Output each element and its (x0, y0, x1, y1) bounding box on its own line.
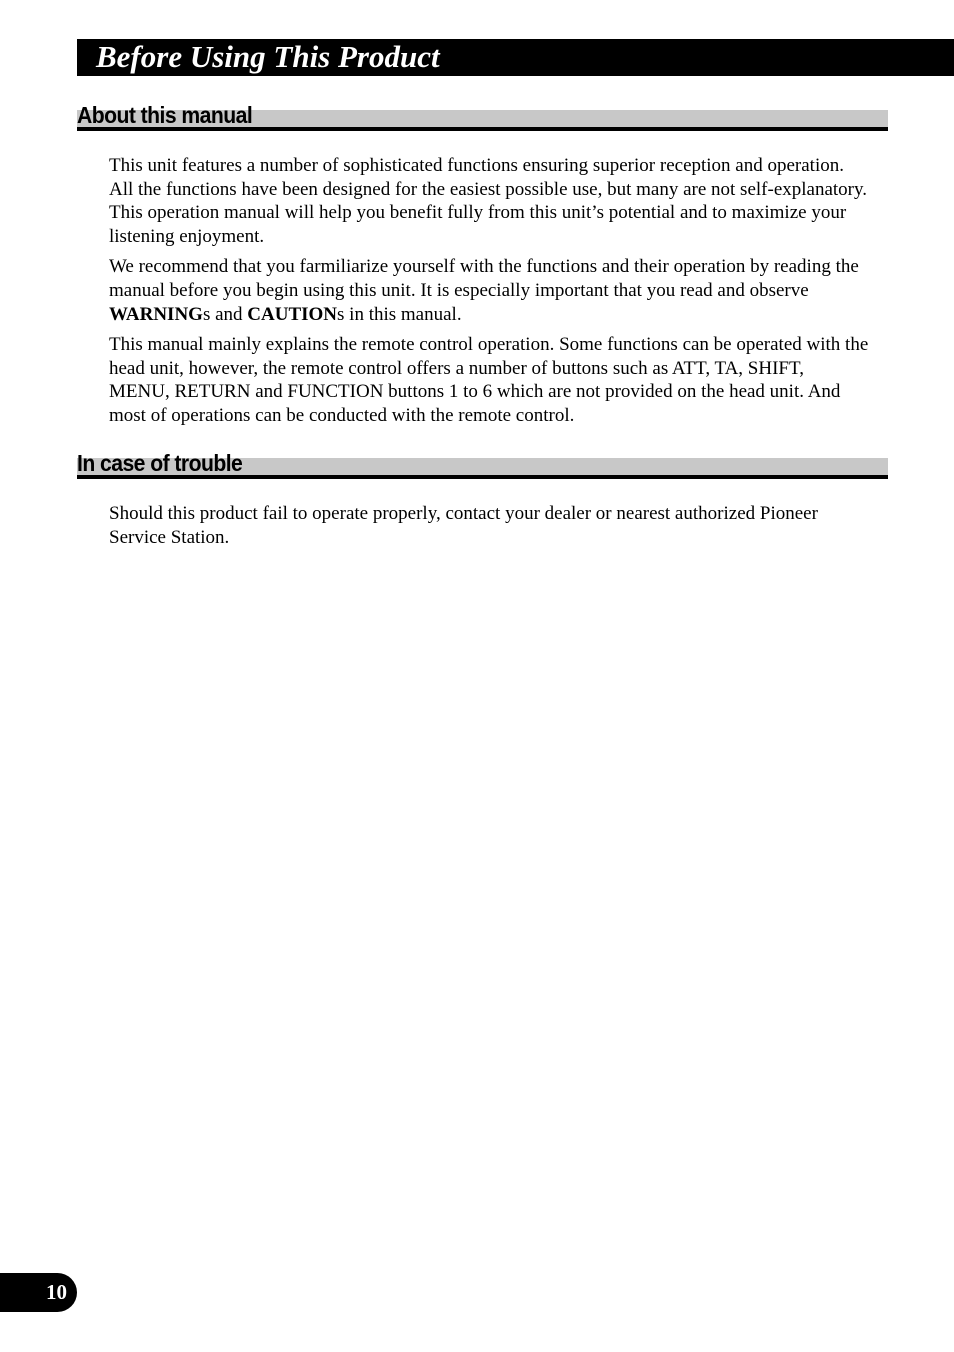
section-heading-in-case-of-trouble (77, 450, 888, 480)
page-number: 10 (46, 1280, 67, 1304)
paragraph: This unit features a number of sophisticated functions ensuring superior reception and operation. All the functions have been designed for the easiest possible use, but many are not self-explanatory. This operation manual will help you benefit fully from this unit’s potential and to maximize your listening enjoyment. (109, 155, 868, 247)
section-body-about-this-manual (109, 154, 869, 435)
warning-term: WARNING (109, 303, 203, 325)
section-title: In case of trouble (77, 450, 243, 476)
text-span: We recommend that you farmiliarize yourself with the functions and their operation by reading the manual before you begin using this unit. It is especially important that you read and observe (109, 256, 859, 301)
page-title: Before Using This Product (96, 39, 440, 74)
text-span: s and (202, 303, 248, 325)
paragraph: Should this product fail to operate properly, contact your dealer or nearest authorized Pioneer Service Station. (109, 503, 818, 548)
page-header-banner (77, 39, 954, 76)
text-span: s in this manual. (337, 303, 462, 325)
section-body-in-case-of-trouble (109, 502, 869, 556)
section-heading-about-this-manual (77, 102, 888, 132)
caution-term: CAUTION (247, 303, 338, 325)
page-number-tab (0, 1273, 77, 1312)
paragraph-warning-caution (109, 255, 869, 326)
paragraph: This manual mainly explains the remote control operation. Some functions can be operated with the head unit, however, the remote control offers a number of buttons such as ATT, TA, SHIFT, MENU, RETURN and FUNCTION buttons 1 to 6 which are not provided on the head unit. And most of operations can be conducted with the remote control. (109, 334, 869, 426)
section-title: About this manual (77, 102, 253, 128)
